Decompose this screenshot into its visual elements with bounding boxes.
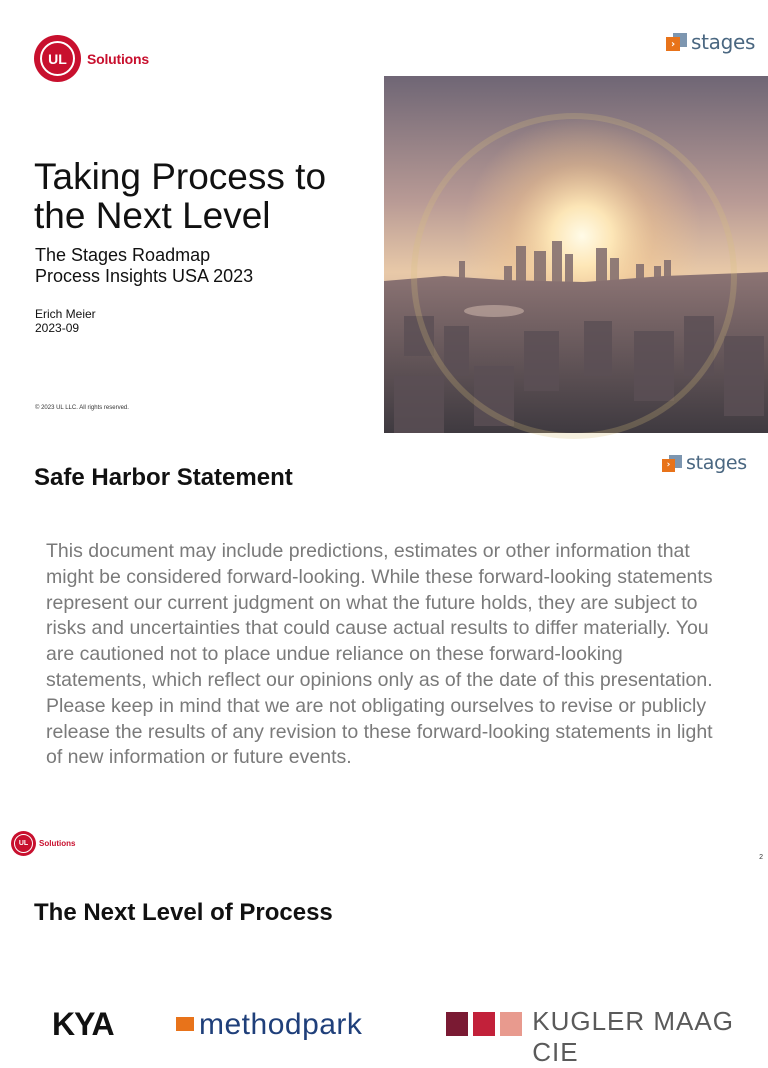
page-number: 2 <box>759 854 763 861</box>
stages-mark-icon: › <box>666 33 688 51</box>
ul-logo-text: Solutions <box>39 839 76 848</box>
title-slide <box>0 0 768 440</box>
kugler-maag-cie-logo <box>446 1006 768 1068</box>
ul-solutions-logo-small <box>11 831 75 856</box>
next-level-title: The Next Level of Process <box>34 899 333 926</box>
slide-subtitle <box>35 245 253 287</box>
ul-badge-text: UL <box>14 834 33 853</box>
subtitle-line-1: The Stages Roadmap <box>35 245 211 265</box>
stages-logo-text: stages <box>691 30 756 54</box>
slide-title: Taking Process to the Next Level <box>34 156 327 236</box>
copyright-text: © 2023 UL LLC. All rights reserved. <box>35 405 129 411</box>
author-name: Erich Meier <box>35 307 96 321</box>
methodpark-logo-text: methodpark <box>199 1008 363 1041</box>
ul-badge-icon <box>11 831 36 856</box>
next-level-slide <box>0 870 768 1067</box>
stages-mark-icon: › <box>662 455 683 472</box>
ul-badge-text: UL <box>40 41 75 76</box>
safe-harbor-title: Safe Harbor Statement <box>34 464 293 491</box>
safe-harbor-slide <box>0 440 768 870</box>
city-sunrise-photo <box>384 76 768 433</box>
stages-logo <box>666 30 755 54</box>
kmc-logo-text: KUGLER MAAG CIE <box>532 1006 734 1067</box>
subtitle-line-2: Process Insights USA 2023 <box>35 266 254 286</box>
author-block <box>35 307 96 335</box>
stages-logo <box>662 452 747 474</box>
methodpark-mark-icon <box>176 1017 194 1031</box>
stages-logo-text: stages <box>686 452 747 474</box>
safe-harbor-body: This document may include predictions, estimates or other information that might be considered forward-looking. While these forward-looking statements represent our current judgment on what the future holds, they are subject to risks and uncertainties that could cause actual results to differ materially. You are cautioned not to place undue reliance on these forward-looking statements, which reflect our opinions only as of the date of this presentation. Please keep in mind that we are not obligating ourselves to revise or publicly release the results of any revision to these forward-looking statements in light of new information or future events. <box>46 540 713 769</box>
kya-logo: KYA <box>52 1006 114 1042</box>
kmc-square-2-icon <box>473 1012 495 1036</box>
kmc-square-1-icon <box>446 1012 468 1036</box>
presentation-date: 2023-09 <box>35 321 80 335</box>
ul-solutions-logo <box>34 35 149 82</box>
ul-badge-icon <box>34 35 81 82</box>
kmc-square-3-icon <box>500 1012 522 1036</box>
ul-logo-text: Solutions <box>87 50 149 67</box>
methodpark-logo <box>176 1008 362 1042</box>
